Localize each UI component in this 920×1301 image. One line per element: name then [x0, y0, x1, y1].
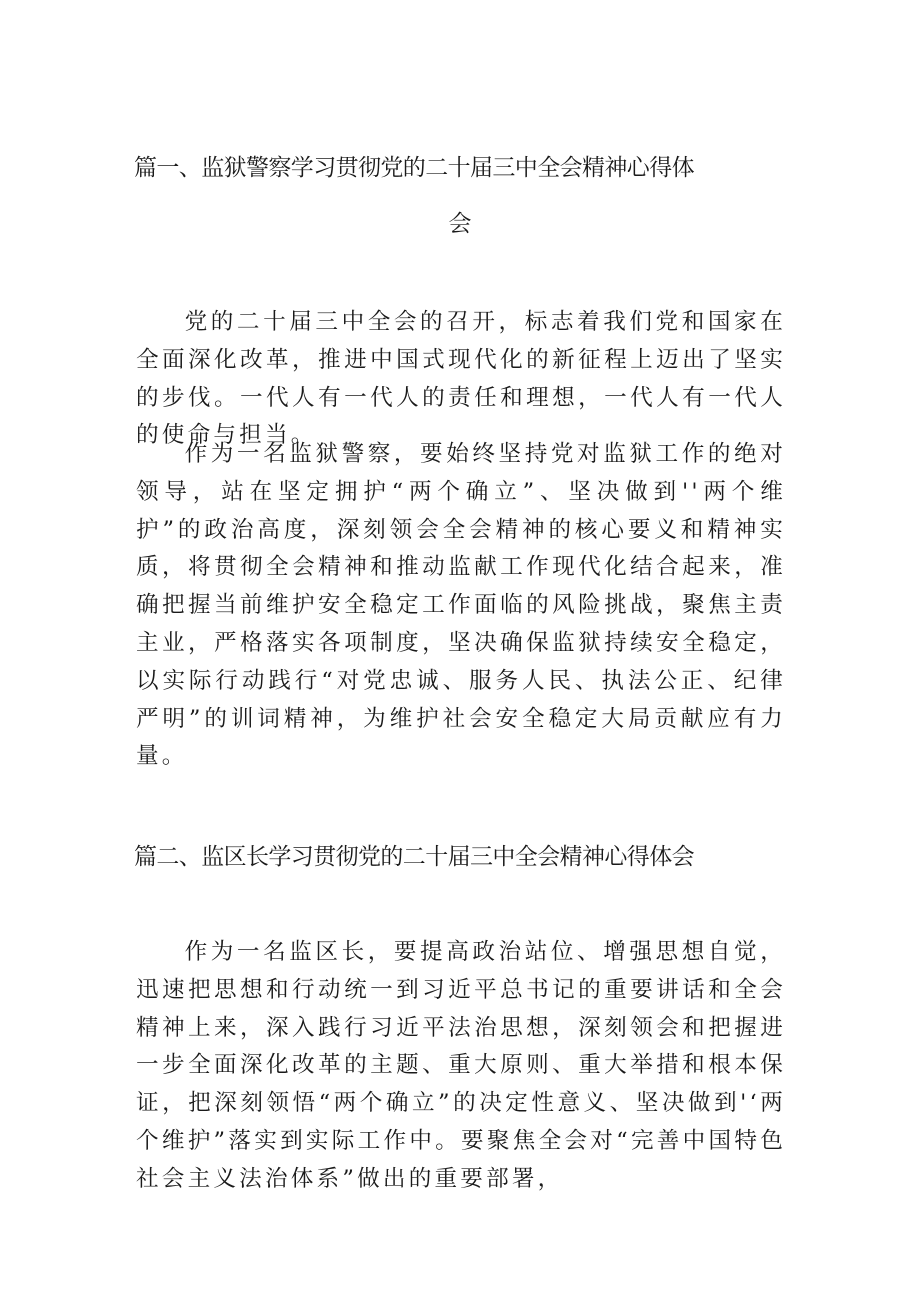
section-1-title: 篇一、监狱警察学习贯彻党的二十届三中全会精神心得体	[134, 155, 695, 181]
section-2-paragraph-1: 作为一名监区长，要提高政治站位、增强思想自觉，迅速把思想和行动统一到习近平总书记的重要讲话和全会精神上来，深入践行习近平法治思想，深刻领会和把握进一步全面深化改革的主题、重大原则、重大举措和根本保证，把深刻领悟“两个确立”的决定性意义、坚决做到'‘两个维护”落实到实际工作中。要聚焦全会对“完善中国特色社会主义法治体系”做出的重要部署，	[136, 939, 786, 1192]
section-2-title: 篇二、监区长学习贯彻党的二十届三中全会精神心得体会	[134, 844, 695, 870]
section-1-paragraph-1: 党的二十届三中全会的召开，标志着我们党和国家在全面深化改革，推进中国式现代化的新征程上迈出了坚实的步伐。一代人有一代人的责任和理想，一代人有一代人的使命与担当。	[136, 309, 786, 449]
section-1-paragraph-2: 作为一名监狱警察，要始终坚持党对监狱工作的绝对领导，站在坚定拥护“两个确立”、坚决做到''两个维护”的政治高度，深刻领会全会精神的核心要义和精神实质，将贯彻全会精神和推动监献工作现代化结合起来，准确把握当前维护安全稳定工作面临的风险挑战，聚焦主责主业，严格落实各项制度，坚决确保监狱持续安全稳定，以实际行动践行“对党忠诚、服务人民、执法公正、纪律严明”的训词精神，为维护社会安全稳定大局贡献应有力量。	[136, 441, 786, 770]
section-1-title-continuation: 会	[448, 211, 472, 237]
